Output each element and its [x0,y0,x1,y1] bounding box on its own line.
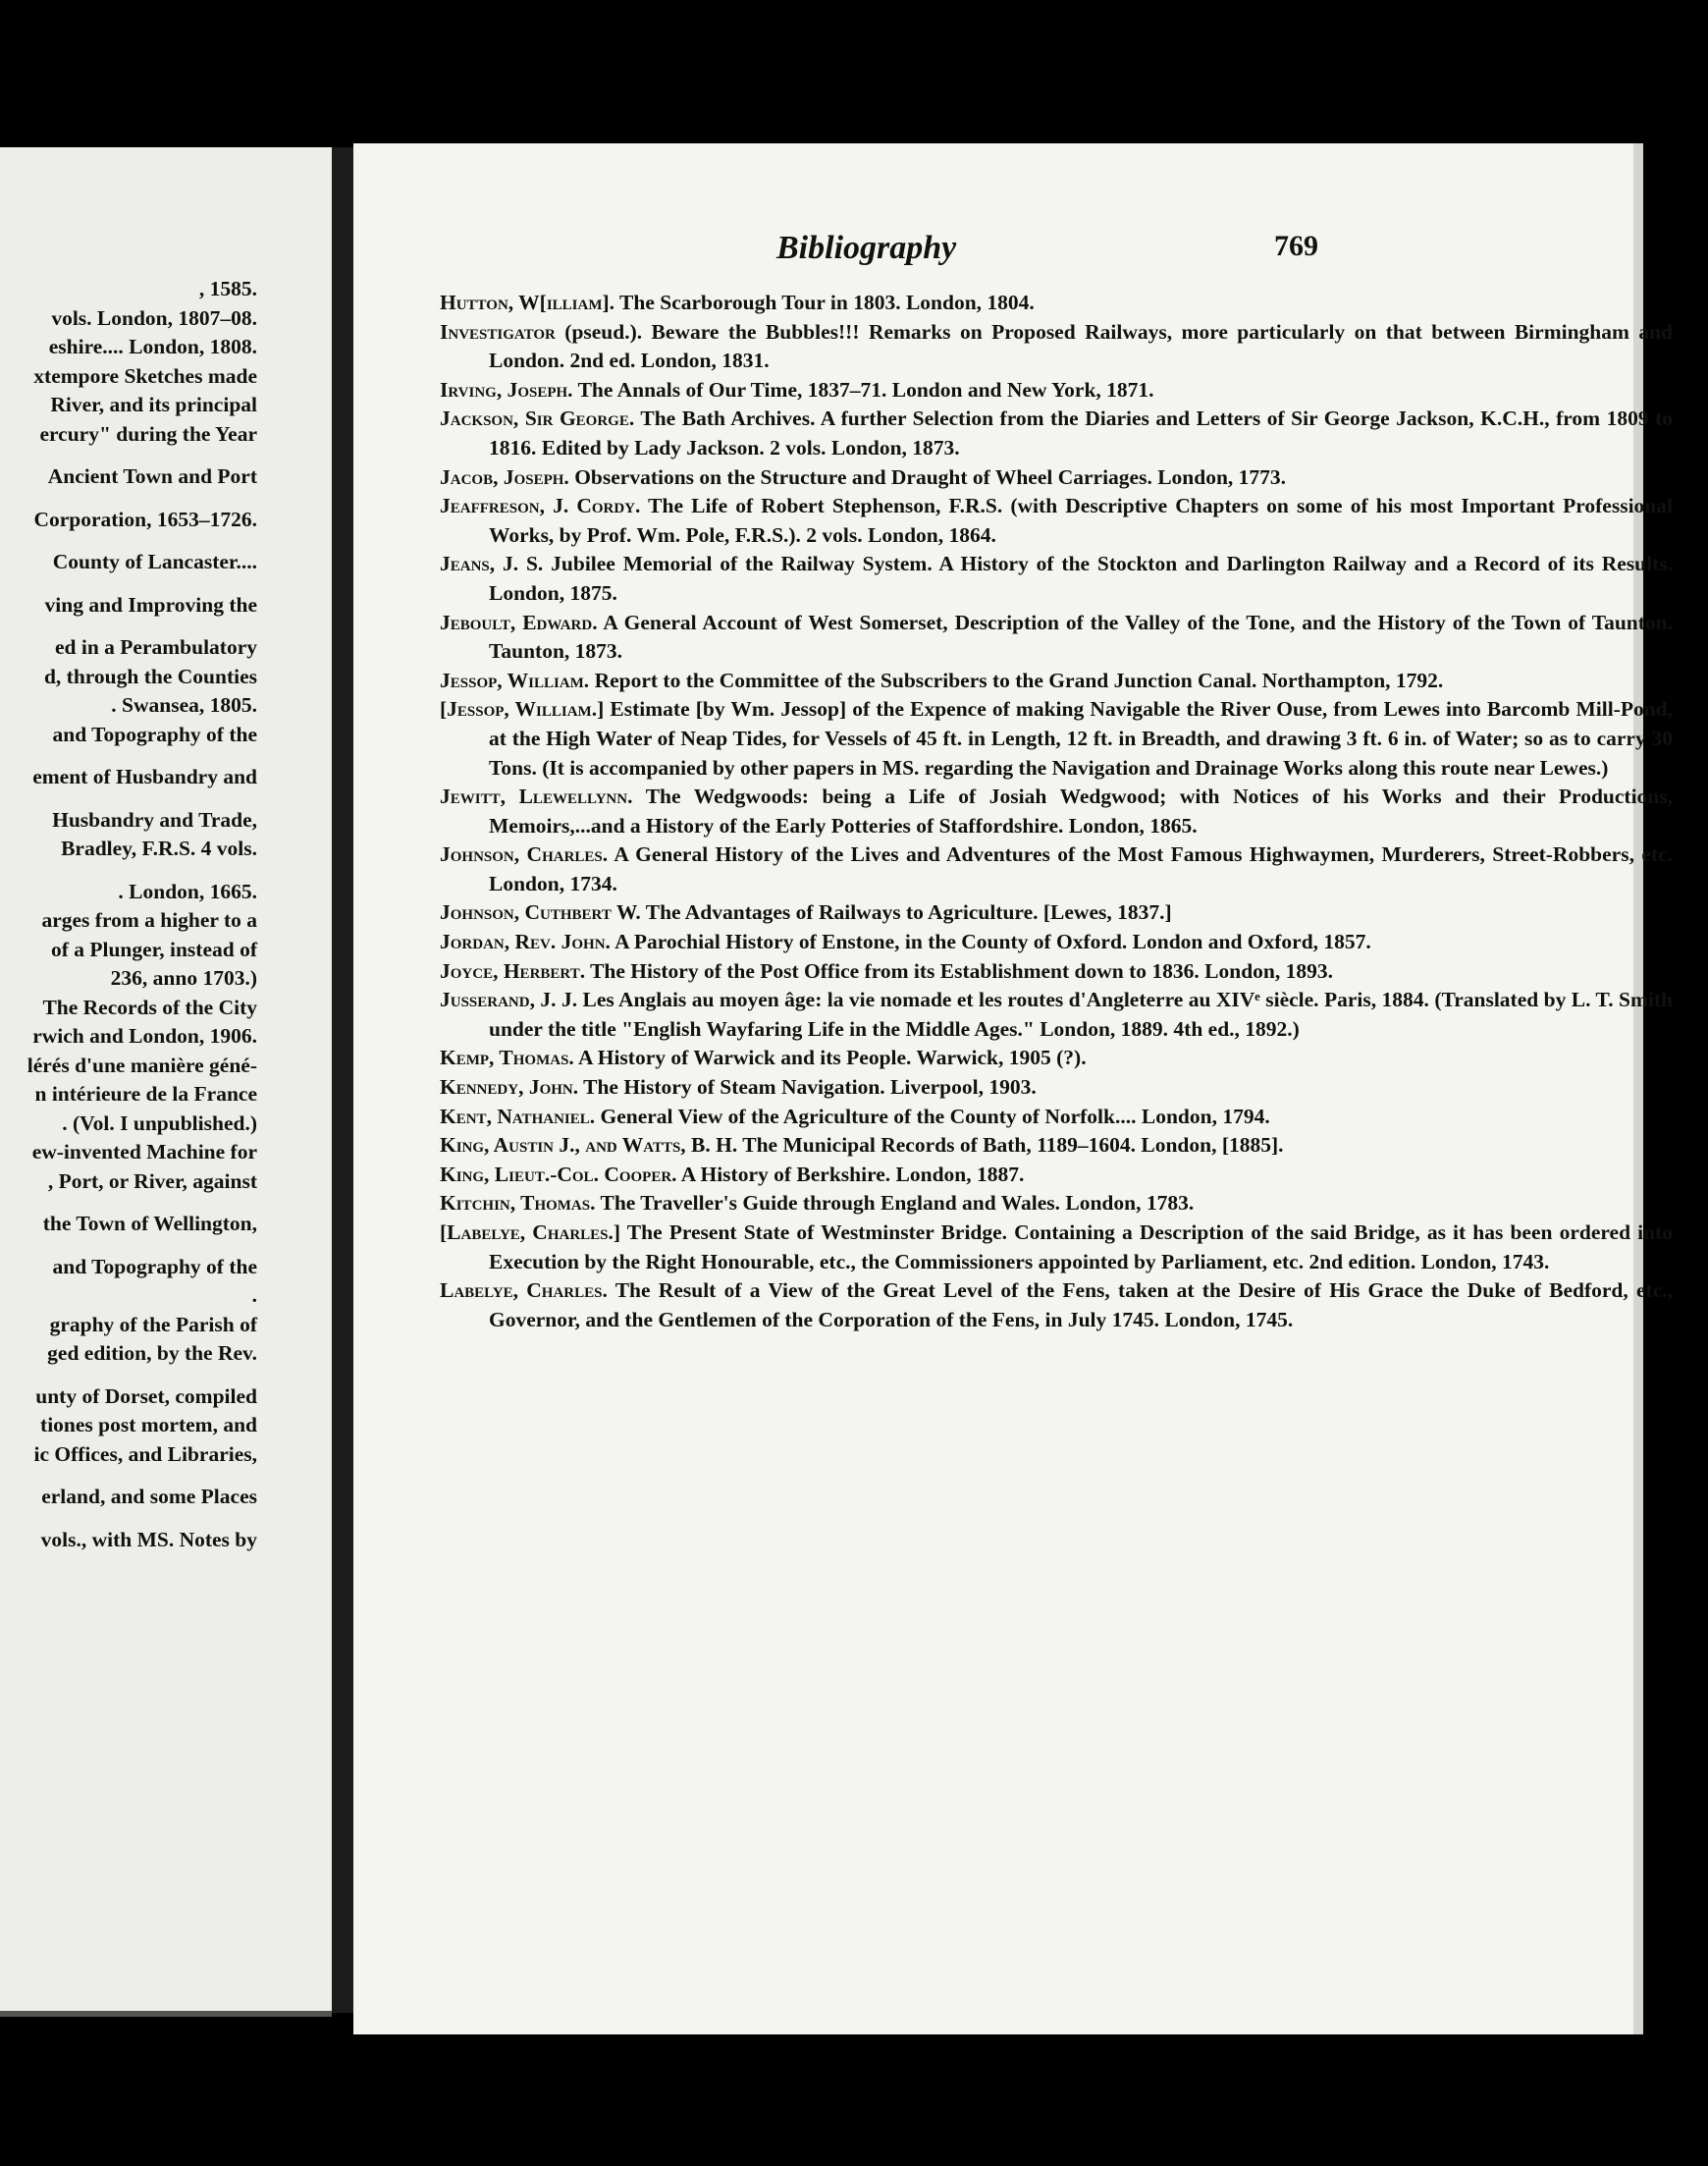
left-page-line: vols., with MS. Notes by [40,1527,257,1551]
left-page-line: the Town of Wellington, [42,1212,257,1235]
left-page-line: d, through the Counties [43,664,257,688]
bibliography-entry [440,667,1673,696]
bibliography-entry [440,318,1673,376]
left-page-line: ed in a Perambulatory [54,635,257,659]
left-page-line: , Port, or River, against [47,1168,257,1193]
bibliography-entry [440,289,1673,318]
bibliography-entry [440,1276,1673,1334]
left-page-line: ercury" during the Year [39,421,257,446]
scan-edge-mark [0,2011,332,2017]
entry-author: King, Austin J., and Watts, B. H. [440,1133,738,1158]
entry-text: (pseud.). Beware the Bubbles!!! Remarks on Proposed Railways, more particularly on that between Birmingham and London. 2nd ed. London, 1831. [489,319,1673,373]
bibliography-entry [440,957,1673,987]
entry-author: Jeans, J. S. [440,552,544,576]
left-page-line: . [251,1283,257,1307]
entry-author: Joyce, Herbert. [440,958,586,983]
entry-author: Labelye, Charles. [440,1278,608,1303]
page-number: 769 [1274,230,1318,262]
bibliography-entry [440,463,1673,493]
left-page-line: Ancient Town and Port [47,464,257,488]
entry-text: The Present State of Westminster Bridge. Containing a Description of the said Bridge, as it has been ordered into Execution by the Right Honourable, etc., the Commissioners appointed by Parliament, etc. 2nd edition. London, 1743. [489,1220,1673,1273]
left-page-line: eshire.... London, 1808. [48,335,257,358]
entry-author: Kennedy, John. [440,1075,579,1100]
entry-text: The Scarborough Tour in 1803. London, 1804. [619,291,1035,314]
left-page-line: graphy of the Parish of [49,1312,257,1336]
left-page-line: 236, anno 1703.) [110,966,257,990]
entry-author: Jeaffreson, J. Cordy. [440,494,641,518]
left-page-line: and Topography of the [52,1254,257,1278]
entry-text: The Wedgwoods: being a Life of Josiah Wedgwood; with Notices of his Works and their Productions, Memoirs,...and a History of the Early Potteries of Staffordshire. London, 1865. [489,785,1673,838]
left-page-line [0,1512,257,1526]
left-page-line: County of Lancaster.... [52,550,257,573]
entry-text: The Annals of Our Time, 1837–71. London and New York, 1871. [577,377,1154,402]
entry-text: The History of Steam Navigation. Liverpool, 1903. [583,1075,1037,1100]
book-gutter [332,147,353,2013]
entry-text: A General Account of West Somerset, Description of the Valley of the Tone, and the History of the Town of Taunton. Taunton, 1873. [489,610,1673,664]
entry-text: The Life of Robert Stephenson, F.R.S. (with Descriptive Chapters on some of his most Important Professional Works, by Prof. Wm. Pole, F.R.S.). 2 vols. London, 1864. [489,494,1673,547]
bibliography-entry [440,1218,1673,1276]
bibliography-entry [440,405,1673,462]
bibliography-entry [440,492,1673,550]
entry-text: Report to the Committee of the Subscribers to the Grand Junction Canal. Northampton, 1792. [594,668,1444,692]
left-page-line: arges from a higher to a [41,908,257,932]
left-page-line: erland, and some Places [41,1485,257,1508]
left-page-line [0,749,257,763]
left-page-line: vols. London, 1807–08. [51,305,257,330]
entry-text: The History of the Post Office from its Establishment down to 1836. London, 1893. [590,958,1333,983]
left-page-line [0,1369,257,1382]
entry-author: Irving, Joseph. [440,377,573,402]
entry-text: Observations on the Structure and Draught of Wheel Carriages. London, 1773. [574,464,1287,489]
left-page-text [0,275,257,1554]
bibliography-entry [440,1189,1673,1218]
bibliography-list [440,289,1673,1334]
entry-author: Jackson, Sir George. [440,406,635,431]
left-page-line: . London, 1665. [118,879,257,903]
left-page-line: Husbandry and Trade, [52,807,257,832]
left-page-line: rwich and London, 1906. [32,1024,257,1048]
entry-text: Jubilee Memorial of the Railway System. A History of the Stockton and Darlington Railway and a Record of its Results. London, 1875. [489,552,1674,605]
bibliography-entry [440,1044,1673,1073]
entry-author: [Jessop, William.] [440,697,605,722]
bibliography-entry [440,928,1673,957]
entry-text: A Parochial History of Enstone, in the County of Oxford. London and Oxford, 1857. [614,930,1371,954]
entry-text: The Traveller's Guide through England and Wales. London, 1783. [600,1191,1195,1216]
entry-author: Jordan, Rev. John. [440,930,611,954]
entry-author: Kitchin, Thomas. [440,1191,596,1216]
entry-author: Johnson, Cuthbert W. [440,900,641,925]
left-page-line: n intérieure de la France [34,1082,257,1106]
entry-text: General View of the Agriculture of the County of Norfolk.... London, 1794. [600,1104,1270,1128]
left-page-line [0,620,257,633]
entry-text: The Municipal Records of Bath, 1189–1604. London, [1885]. [742,1133,1284,1158]
bibliography-entry [440,1161,1673,1190]
left-page-line [0,792,257,806]
left-page-line [0,1239,257,1253]
bibliography-entry [440,695,1673,783]
left-page-line: lérés d'une manière géné- [27,1053,257,1077]
left-page-line [0,577,257,591]
left-page-line: ving and Improving the [44,592,257,617]
left-page-line [0,534,257,548]
bibliography-entry [440,986,1673,1044]
left-page-line [0,449,257,462]
left-page-line: tiones post mortem, and [40,1413,257,1436]
bibliography-entry [440,1103,1673,1132]
entry-author: Jusserand, J. J. [440,988,578,1012]
entry-author: Jacob, Joseph. [440,464,569,489]
bibliography-entry [440,376,1673,406]
entry-author: Kemp, Thomas. [440,1046,574,1070]
left-page-line: of a Plunger, instead of [50,937,257,961]
entry-text: Estimate [by Wm. Jessop] of the Expence of making Navigable the River Ouse, from Lewes into Barcomb Mill-Pond, at the High Water of Neap Tides, for Vessels of 45 ft. in Length, 12 ft. in Breadth, and drawing 3 ft. 6 in. of Water; so as to carry 30 Tons. (It is accompanied by other papers in MS. regarding the Navigation and Drainage Works along this route near Lewes.) [489,697,1673,780]
entry-author: Johnson, Charles. [440,842,609,867]
left-page-line: xtempore Sketches made [33,363,257,388]
entry-text: A History of Warwick and its People. Warwick, 1905 (?). [578,1046,1087,1070]
entry-text: A History of Berkshire. London, 1887. [680,1162,1025,1186]
left-page-line [0,864,257,878]
right-page [353,143,1674,2034]
left-page-line: unty of Dorset, compiled [35,1383,257,1408]
bibliography-entry [440,609,1673,667]
entry-text: Les Anglais au moyen âge: la vie nomade et les routes d'Angleterre au XIVᵉ siècle. Paris, 1884. (Translated by L. T. Smith under the title "English Wayfaring Life in the Middle Ages." London, 1889. 4th ed., 1892.) [489,988,1674,1041]
entry-author: Jessop, William. [440,668,590,692]
left-page-line: and Topography of the [52,722,257,746]
left-page-line: ged edition, by the Rev. [47,1341,257,1365]
left-page-line [0,492,257,506]
left-page-line [0,1196,257,1210]
entry-text: A General History of the Lives and Adventures of the Most Famous Highwaymen, Murderers, Street-Robbers, etc. London, 1734. [489,842,1673,895]
entry-author: [Labelye, Charles.] [440,1220,621,1244]
entry-author: Investigator [440,319,556,344]
left-page-line: The Records of the City [42,995,257,1019]
bibliography-entry [440,783,1673,840]
bibliography-entry [440,1131,1673,1161]
entry-text: The Bath Archives. A further Selection from the Diaries and Letters of Sir George Jackson, K.C.H., from 1809 to 1816. Edited by Lady Jackson. 2 vols. London, 1873. [489,406,1674,460]
left-page-line: Corporation, 1653–1726. [33,507,257,531]
left-page-line: River, and its principal [50,393,257,416]
running-head-title: Bibliography [776,230,957,266]
left-page-line: Bradley, F.R.S. 4 vols. [61,837,257,860]
left-page-line [0,1469,257,1483]
entry-author: Hutton, W[illiam]. [440,291,615,314]
left-page-line: ement of Husbandry and [32,765,257,788]
entry-author: Jewitt, Llewellynn. [440,785,633,809]
bibliography-entry [440,898,1673,928]
left-page-line: . (Vol. I unpublished.) [62,1110,257,1135]
bibliography-entry [440,1073,1673,1103]
entry-author: Jeboult, Edward. [440,610,598,634]
left-page-line: ew-invented Machine for [31,1140,257,1164]
left-page [0,147,332,2013]
entry-text: The Advantages of Railways to Agriculture. [Lewes, 1837.] [645,900,1172,925]
entry-author: Kent, Nathaniel. [440,1104,596,1128]
left-page-line: ic Offices, and Libraries, [33,1441,257,1466]
left-page-line: , 1585. [198,277,257,300]
bibliography-entry [440,840,1673,898]
bibliography-entry [440,550,1673,608]
left-page-line: . Swansea, 1805. [111,693,257,717]
entry-text: The Result of a View of the Great Level of the Fens, taken at the Desire of His Grace the Duke of Bedford, etc., Governor, and the Gentlemen of the Corporation of the Fens, in July 1745. London, 1745. [489,1278,1673,1331]
entry-author: King, Lieut.-Col. Cooper. [440,1162,677,1186]
